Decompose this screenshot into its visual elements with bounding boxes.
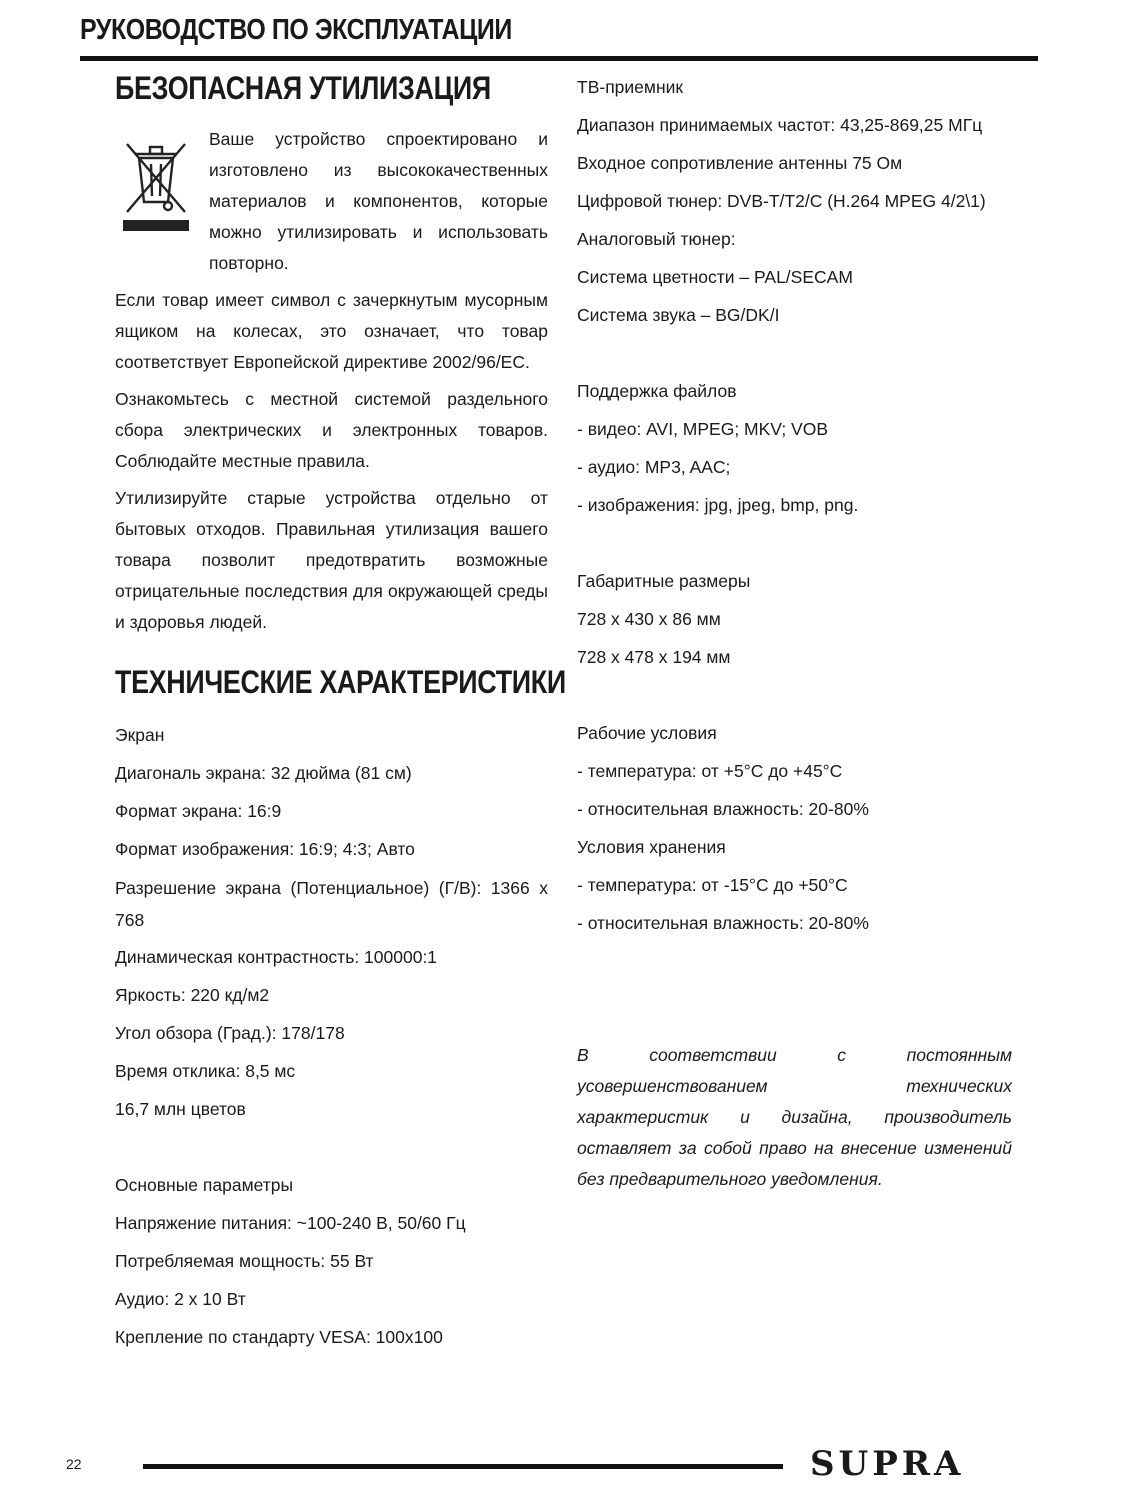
spec-row: Основные параметры: [115, 1175, 294, 1195]
header-divider: [80, 56, 1038, 61]
spec-row: ТВ-приемник: [577, 77, 684, 97]
spec-row: - температура: от -15°С до +50°С: [577, 875, 848, 895]
crossed-wheelie-bin-icon: [121, 136, 191, 236]
spec-row: Разрешение экрана (Потенциальное) (Г/В): 1366 х 768: [115, 878, 548, 930]
brand-logo: SUPRA: [810, 1444, 965, 1484]
spec-row: Диагональ экрана: 32 дюйма (81 см): [115, 763, 412, 783]
spec-row: Напряжение питания: ~100-240 В, 50/60 Гц: [115, 1213, 466, 1233]
spec-row: Угол обзора (Град.): 178/178: [115, 1023, 345, 1043]
spec-row: Аналоговый тюнер:: [577, 229, 736, 249]
disposal-intro: [115, 126, 548, 285]
disposal-paragraph: Если товар имеет символ с зачеркнутым мусорным ящиком на колесах, это означает, что товар соответствует Европейской директиве 2002/96/ЕС.: [115, 290, 548, 372]
spec-row: - изображения: jpg, jpeg, bmp, png.: [577, 495, 859, 515]
spec-row: Яркость: 220 кд/м2: [115, 985, 270, 1005]
spec-row: Условия хранения: [577, 837, 726, 857]
spec-row: Габаритные размеры: [577, 571, 751, 591]
screen-specs: [115, 716, 548, 1128]
spec-row: Крепление по стандарту VESA: 100х100: [115, 1327, 443, 1347]
spec-row: Потребляемая мощность: 55 Вт: [115, 1251, 374, 1271]
disposal-paragraph: Ознакомьтесь с местной системой раздельного сбора электрических и электронных товаров. Соблюдайте местные правила.: [115, 389, 548, 471]
page-number: 22: [66, 1456, 82, 1472]
main-specs: [115, 1166, 548, 1356]
spec-row: Рабочие условия: [577, 723, 717, 743]
right-column: [577, 68, 1027, 1212]
spec-row: - видео: AVI, MPEG; MKV; VOB: [577, 419, 829, 439]
file-support-specs: [577, 372, 1027, 524]
disposal-paragraph: Утилизируйте старые устройства отдельно от бытовых отходов. Правильная утилизация вашего товара позволит предотвратить возможные отрицательные последствия для окружающей среды и здоровья людей.: [115, 488, 548, 632]
spec-row: 16,7 млн цветов: [115, 1099, 246, 1119]
spec-row: - относительная влажность: 20-80%: [577, 799, 869, 819]
spec-row: Время отклика: 8,5 мс: [115, 1061, 296, 1081]
spec-row: Система цветности – PAL/SECAM: [577, 267, 853, 287]
condition-specs: [577, 714, 1027, 942]
spec-row: Динамическая контрастность: 100000:1: [115, 947, 438, 967]
spec-row: Формат экрана: 16:9: [115, 801, 282, 821]
disposal-paragraph: Ваше устройство спроектировано и изготовлено из высококачественных материалов и компонентов, которые можно утилизировать и использовать повторно.: [209, 129, 548, 273]
spec-row: 728 х 430 х 86 мм: [577, 609, 721, 629]
tv-specs: [577, 68, 1027, 334]
spec-row: Поддержка файлов: [577, 381, 737, 401]
spec-row: - температура: от +5°С до +45°С: [577, 761, 843, 781]
disposal-heading: БЕЗОПАСНАЯ УТИЛИЗАЦИЯ: [115, 70, 491, 106]
specs-heading: ТЕХНИЧЕСКИЕ ХАРАКТЕРИСТИКИ: [115, 664, 566, 700]
spec-row: Формат изображения: 16:9; 4:3; Авто: [115, 839, 415, 859]
spec-row: Экран: [115, 725, 165, 745]
spec-row: Диапазон принимаемых частот: 43,25-869,25 МГц: [577, 115, 983, 135]
spec-row: Входное сопротивление антенны 75 Ом: [577, 153, 903, 173]
spec-row: - относительная влажность: 20-80%: [577, 913, 869, 933]
spec-row: Аудио: 2 х 10 Вт: [115, 1289, 246, 1309]
spec-row: 728 х 478 х 194 мм: [577, 647, 731, 667]
spec-row: Система звука – BG/DK/I: [577, 305, 780, 325]
left-column: [115, 68, 566, 1356]
footer-divider: [143, 1464, 783, 1469]
spec-row: - аудио: MP3, AAC;: [577, 457, 731, 477]
page-header-title: РУКОВОДСТВО ПО ЭКСПЛУАТАЦИИ: [80, 14, 512, 46]
spec-row: Цифровой тюнер: DVB-T/T2/C (H.264 MPEG 4/2\1): [577, 191, 986, 211]
dimension-specs: [577, 562, 1027, 676]
improvement-notice: В соответствии с постоянным усовершенствованием технических характеристик и дизайна, производитель оставляет за собой право на внесение изменений без предварительного уведомления.: [577, 1044, 1012, 1189]
